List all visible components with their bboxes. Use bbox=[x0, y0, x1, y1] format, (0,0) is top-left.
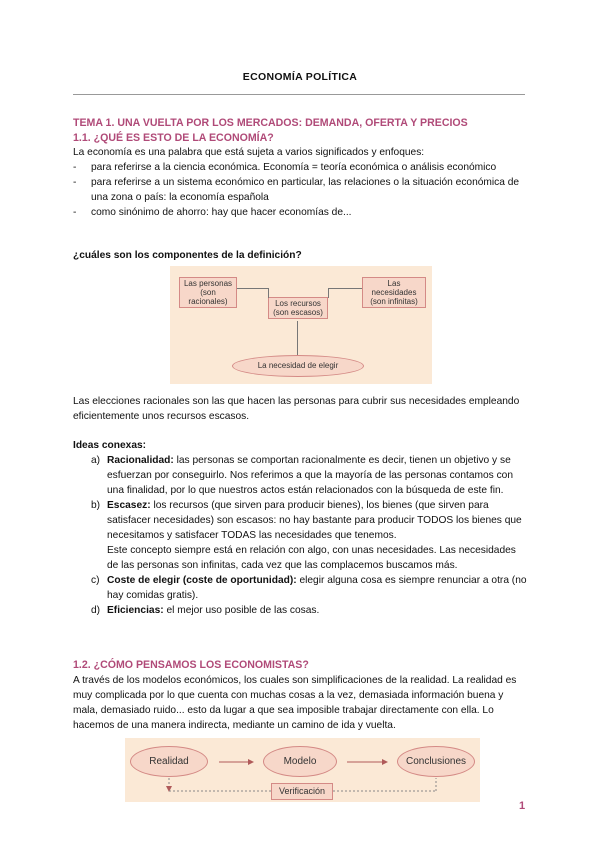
meanings-list bbox=[73, 160, 528, 220]
connector-line bbox=[268, 288, 269, 298]
section-2-paragraph: A través de los modelos económicos, los cuales son simplificaciones de la realidad. La realidad es muy complicada por lo que cuenta con muchas cosas a la vez, demasiada información buena y mala, demasiado ruido... esto da lugar a que sea imposible trabajar directamente con ella. Lo hacemos de una manera indirecta, mediante un camino de ida y vuelta. bbox=[73, 675, 517, 731]
page-number: 1 bbox=[519, 800, 526, 812]
personas-box bbox=[179, 277, 237, 308]
elegir-oval: La necesidad de elegir bbox=[232, 355, 364, 377]
connector-line bbox=[328, 288, 362, 289]
idea-extra: Este concepto siempre está en relación con algo, con unas necesidades. Las necesidades de las personas son infinitas, cada vez que las complacemos buscamos más. bbox=[107, 545, 516, 571]
idea-text: los recursos (que sirven para producir bienes), los bienes (que sirven para satisfacer necesidades) son escasos: no hay bastante para producir TODOS los bienes que necesitamos y satisfacer TODAS las necesidades que tenemos. bbox=[107, 500, 522, 541]
list-item: - para referirse a la ciencia económica. Economía = teoría económica o análisis económico bbox=[73, 160, 528, 175]
section-1-intro: La economía es una palabra que está sujeta a varios significados y enfoques: bbox=[73, 147, 425, 158]
connector-line bbox=[328, 288, 329, 298]
section-2-heading: 1.2. ¿CÓMO PENSAMOS LOS ECONOMISTAS? bbox=[73, 659, 309, 671]
necesidades-box bbox=[362, 277, 426, 308]
realidad-oval: Realidad bbox=[130, 746, 208, 777]
idea-term: Escasez: bbox=[107, 500, 151, 511]
list-item bbox=[73, 453, 528, 498]
list-marker: c) bbox=[91, 575, 100, 586]
list-item: - para referirse a un sistema económico en particular, las relaciones o la situación económica de una zona o país: la economía española bbox=[73, 175, 528, 205]
rational-choice-paragraph: Las elecciones racionales son las que hacen las personas para cubrir sus necesidades empleando eficientemente unos recursos escasos. bbox=[73, 396, 520, 422]
conclusiones-oval: Conclusiones bbox=[397, 746, 475, 777]
header-divider bbox=[73, 94, 525, 95]
connector-line bbox=[237, 288, 269, 289]
idea-text: el mejor uso posible de las cosas. bbox=[163, 605, 320, 616]
personas-label: Las personas bbox=[183, 279, 233, 288]
recursos-sublabel: (son escasos) bbox=[273, 308, 323, 317]
verificacion-box: Verificación bbox=[271, 783, 333, 800]
idea-text: elegir alguna cosa es siempre renunciar a otra (no hay comidas gratis). bbox=[107, 575, 527, 601]
list-item: - como sinónimo de ahorro: hay que hacer economías de... bbox=[73, 205, 528, 220]
models-diagram bbox=[125, 738, 480, 802]
list-item bbox=[73, 573, 528, 603]
ideas-title: Ideas conexas: bbox=[73, 440, 147, 451]
section-1-heading: 1.1. ¿QUÉ ES ESTO DE LA ECONOMÍA? bbox=[73, 132, 274, 144]
idea-text: las personas se comportan racionalmente es decir, tienen un objetivo y se esfuerzan por conseguirlo. Nos referimos a que la mayoría de las personas contamos con una finalidad, por lo que nuestros actos están relacionados con la búsqueda de este fin. bbox=[107, 455, 514, 496]
idea-term: Coste de elegir (coste de oportunidad): bbox=[107, 575, 297, 586]
list-marker: a) bbox=[91, 455, 101, 466]
components-question: ¿cuáles son los componentes de la definición? bbox=[73, 250, 302, 261]
recursos-box bbox=[268, 297, 328, 319]
definition-diagram bbox=[170, 266, 432, 384]
necesidades-sublabel: (son infinitas) bbox=[370, 297, 418, 306]
tema-title: TEMA 1. UNA VUELTA POR LOS MERCADOS: DEMANDA, OFERTA Y PRECIOS bbox=[73, 117, 468, 129]
document-title: ECONOMÍA POLÍTICA bbox=[242, 71, 358, 83]
list-item bbox=[73, 603, 528, 618]
connector-line bbox=[297, 321, 298, 356]
idea-term: Racionalidad: bbox=[107, 455, 174, 466]
list-item bbox=[73, 498, 528, 573]
idea-term: Eficiencias: bbox=[107, 605, 164, 616]
list-marker: d) bbox=[91, 605, 101, 616]
ideas-list bbox=[73, 453, 528, 618]
modelo-oval: Modelo bbox=[263, 746, 337, 777]
list-marker: b) bbox=[91, 500, 101, 511]
personas-sublabel: (son racionales) bbox=[188, 288, 228, 306]
recursos-label: Los recursos bbox=[275, 299, 321, 308]
necesidades-label: Las necesidades bbox=[371, 279, 417, 297]
